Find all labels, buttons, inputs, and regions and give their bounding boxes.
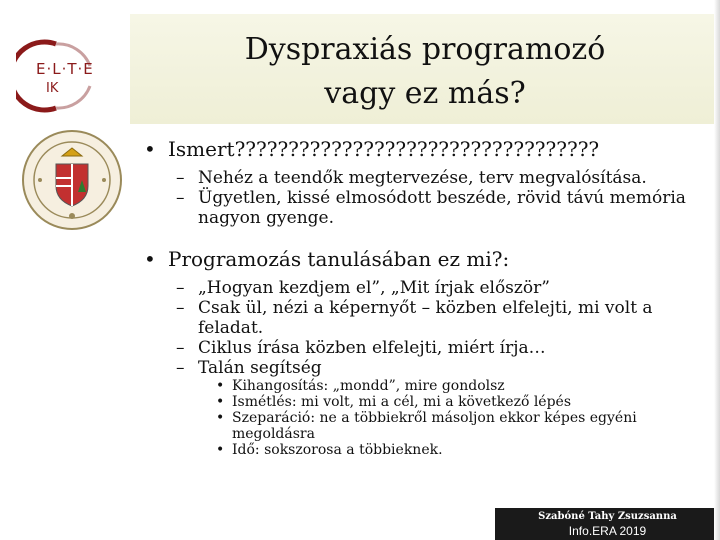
bullet-2-sub-4: – Talán segítség — [176, 358, 322, 378]
bullet-2-subsub-2: • Ismétlés: mi volt, mi a cél, mi a következő lépés — [216, 394, 572, 410]
logo-text: E·L·T·E — [36, 60, 94, 78]
bullet-2-text: Programozás tanulásában ez mi?: — [168, 247, 510, 271]
sub-text: Talán segítség — [198, 358, 322, 378]
bullet-2-sub-3: – Ciklus írása közben elfelejti, miért írja… — [176, 338, 546, 358]
sub-text: Ügyetlen, kissé elmosódott beszéde, rövid távú memória nagyon gyenge. — [198, 188, 686, 228]
subsub-text: Szeparáció: ne a többiekről másoljon ekkor képes egyéni megoldásra — [232, 410, 637, 442]
sub-text: Csak ül, nézi a képernyőt – közben elfelejti, mi volt a feladat. — [198, 298, 653, 338]
bullet-1-sub-2: – Ügyetlen, kissé elmosódott beszéde, rövid távú memória nagyon gyenge. — [176, 188, 686, 228]
sub-text: Ciklus írása közben elfelejti, miért írja… — [198, 338, 546, 358]
footer-event: Info.ERA 2019 — [568, 524, 647, 538]
elte-ik-logo — [16, 36, 126, 116]
bullet-2-subsub-3: • Szeparáció: ne a többiekről másoljon ekkor képes egyéni megoldásra — [216, 410, 637, 442]
bullet-2: • Programozás tanulásában ez mi?: — [144, 247, 510, 271]
bullet-1-text: Ismert?????????????????????????????????? — [168, 137, 600, 161]
university-seal-icon — [20, 128, 124, 232]
slide-title — [130, 28, 720, 116]
slide-body — [140, 136, 705, 458]
bullet-2-subsub-1: • Kihangosítás: „mondd”, mire gondolsz — [216, 378, 505, 394]
title-line-1: Dyspraxiás programozó — [244, 32, 606, 67]
subsub-text: Kihangosítás: „mondd”, mire gondolsz — [232, 378, 505, 394]
bullet-1-sub-1: – Nehéz a teendők megtervezése, terv megvalósítása. — [176, 168, 647, 188]
subsub-text: Ismétlés: mi volt, mi a cél, mi a következő lépés — [232, 394, 572, 410]
bullet-2-sub-1: – „Hogyan kezdjem el”, „Mit írjak először” — [176, 278, 550, 298]
sub-text: „Hogyan kezdjem el”, „Mit írjak először” — [198, 278, 550, 298]
sub-text: Nehéz a teendők megtervezése, terv megvalósítása. — [198, 168, 647, 188]
title-line-2: vagy ez más? — [324, 76, 526, 111]
subsub-text: Idő: sokszorosa a többieknek. — [232, 442, 443, 458]
slide-edge-shadow — [714, 0, 720, 540]
bullet-1: • Ismert?????????????????????????????????? — [144, 137, 600, 161]
bullet-2-sub-2: – Csak ül, nézi a képernyőt – közben elfelejti, mi volt a feladat. — [176, 298, 653, 338]
logo-sub: IK — [46, 81, 59, 96]
bullet-2-subsub-4: • Idő: sokszorosa a többieknek. — [216, 442, 443, 458]
footer-author: Szabóné Tahy Zsuzsanna — [538, 511, 677, 522]
